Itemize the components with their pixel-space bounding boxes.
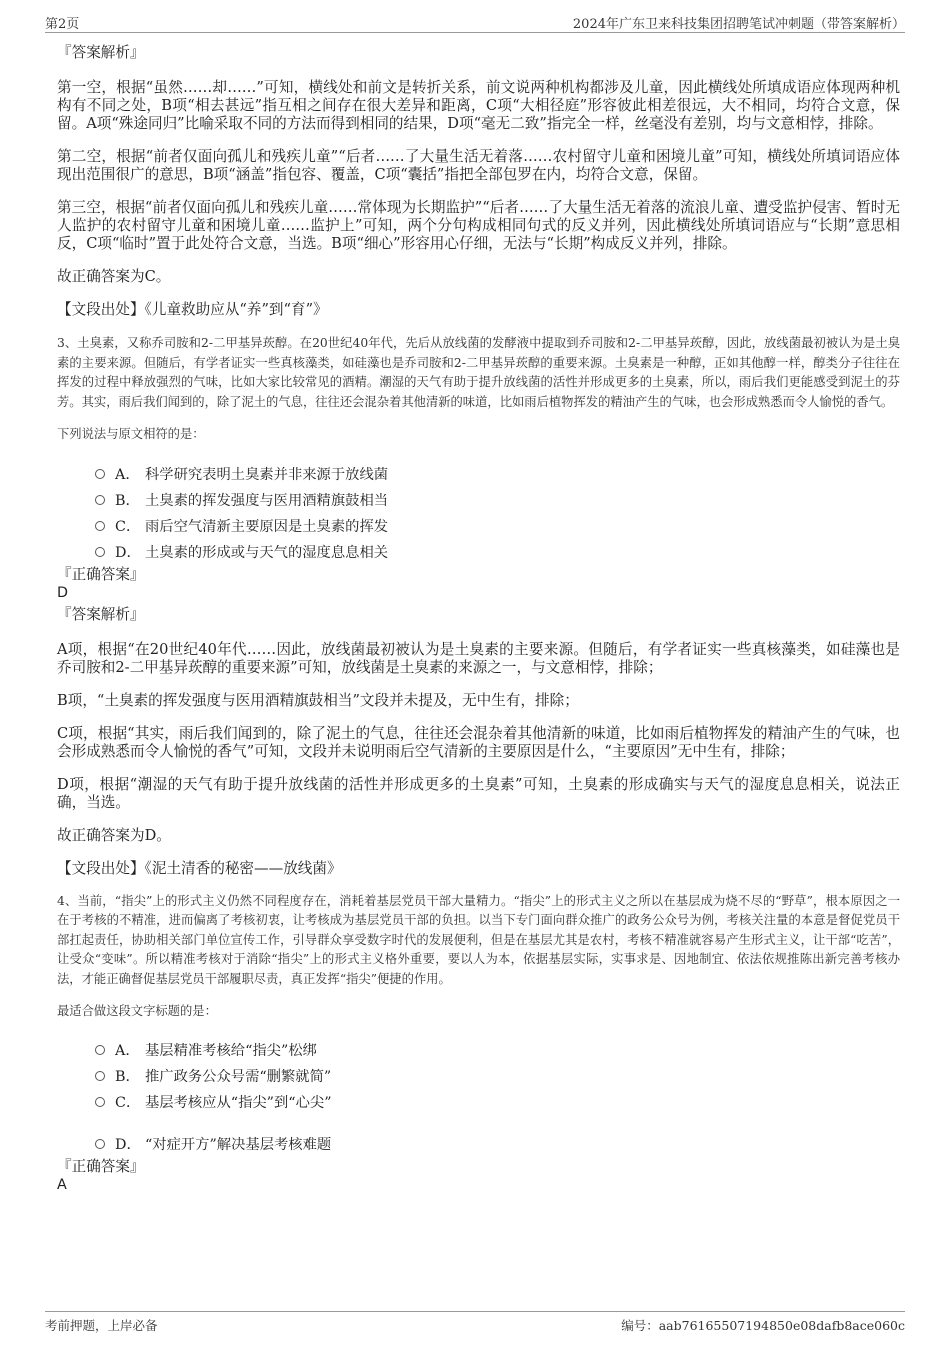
radio-icon[interactable] bbox=[95, 1097, 105, 1107]
analysis-label: 『答案解析』 bbox=[57, 44, 145, 61]
option-a[interactable]: A． 基层精准考核给“指尖”松绑 bbox=[95, 1038, 900, 1064]
radio-icon[interactable] bbox=[95, 521, 105, 531]
radio-icon[interactable] bbox=[95, 495, 105, 505]
question-4-prompt: 最适合做这段文字标题的是： bbox=[57, 1004, 217, 1018]
question-4-text: 4、当前，“指尖”上的形式主义仍然不同程度存在，消耗着基层党员干部大量精力。“指尖”上的形式主义之所以在基层成为烧不尽的“野草”，根本原因之一在于考核的不精准，进而偏离了考核初衷，让考核成为基层党员干部的负担。以当下专门面向群众推广的政务公众号为例，考核关注量的本意是督促党员干部扛起责任，协助相关部门单位宣传工作，引导群众享受数字时代的发展便利，但是在基层尤其是农村，考核不精准就容易产生形式主义，让干部“吃苦”，让受众“变味”。所以精准考核对于消除“指尖”上的形式主义格外重要，要以人为本，依据基层实际，实事求是、因地制宜、依法依规推陈出新完善考核办法，才能正确督促基层党员干部履职尽责，真正发挥“指尖”便捷的作用。 bbox=[57, 893, 900, 986]
option-a[interactable]: A． 科学研究表明土臭素并非来源于放线菌 bbox=[95, 462, 900, 488]
radio-icon[interactable] bbox=[95, 469, 105, 479]
question-3-prompt: 下列说法与原文相符的是： bbox=[57, 427, 205, 441]
analysis-paragraph: B项，“土臭素的挥发强度与医用酒精旗鼓相当”文段并未提及，无中生有，排除； bbox=[57, 691, 579, 709]
option-c[interactable]: C． 雨后空气清新主要原因是土臭素的挥发 bbox=[95, 514, 900, 540]
analysis-paragraph: D项，根据“潮湿的天气有助于提升放线菌的活性并形成更多的土臭素”可知，土臭素的形成确实与天气的湿度息息相关，说法正确，当选。 bbox=[57, 775, 900, 811]
correct-answer-statement: 故正确答案为D。 bbox=[57, 826, 171, 844]
radio-icon[interactable] bbox=[95, 547, 105, 557]
question-3-options bbox=[95, 462, 900, 566]
source-citation: 【文段出处】《儿童救助应从“养”到“育”》 bbox=[57, 301, 328, 318]
document-id: 编号：aab76165507194850e08dafb8ace060c bbox=[621, 1318, 905, 1333]
analysis-paragraph: 第二空，根据“前者仅面向孤儿和残疾儿童”“后者……了大量生活无着落……农村留守儿童和困境儿童”可知，横线处所填词语应体现出范围很广的意思，B项“涵盖”指包容、覆盖，C项“囊括”指把全部包罗在内，均符合文意，保留。 bbox=[57, 148, 900, 183]
page-footer bbox=[45, 1311, 905, 1333]
question-4-options bbox=[95, 1038, 900, 1158]
correct-answer: A bbox=[57, 1176, 67, 1193]
radio-icon[interactable] bbox=[95, 1139, 105, 1149]
footer-slogan: 考前押题，上岸必备 bbox=[45, 1318, 158, 1333]
option-d[interactable]: D． 土臭素的形成或与天气的湿度息息相关 bbox=[95, 540, 900, 566]
option-b[interactable]: B． 土臭素的挥发强度与医用酒精旗鼓相当 bbox=[95, 488, 900, 514]
answer-label: 『正确答案』 bbox=[57, 1157, 145, 1175]
page-content bbox=[57, 44, 900, 1194]
radio-icon[interactable] bbox=[95, 1071, 105, 1081]
document-title: 2024年广东卫来科技集团招聘笔试冲刺题（带答案解析） bbox=[572, 17, 905, 32]
question-3-text: 3、土臭素，又称乔司胺和2-二甲基异莰醇。在20世纪40年代，先后从放线菌的发酵液中提取到乔司胺和2-二甲基异莰醇，因此，放线菌最初被认为是土臭素的主要来源。但随后，有学者证实一些真核藻类，如硅藻也是乔司胺和2-二甲基异莰醇的重要来源。土臭素是一种醇，正如其他醇一样，醇类分子往往在挥发的过程中释放强烈的气味，比如大家比较常见的酒精。潮湿的天气有助于提升放线菌的活性并形成更多的土臭素，所以，雨后我们更能感受到泥土的芬芳。其实，雨后我们闻到的，除了泥土的气息，往往还会混杂着其他清新的味道，比如雨后植物挥发的精油产生的气味，也会形成熟悉而令人愉悦的香气。 bbox=[57, 336, 900, 409]
radio-icon[interactable] bbox=[95, 1045, 105, 1055]
correct-answer-statement: 故正确答案为C。 bbox=[57, 268, 171, 285]
correct-answer: D bbox=[57, 584, 69, 601]
analysis-paragraph: 第一空，根据“虽然……却……”可知，横线处和前文是转折关系，前文说两种机构都涉及儿童，因此横线处所填成语应体现两种机构有不同之处，B项“相去甚远”指互相之间存在很大差异和距离，C项“大相径庭”形容彼此相差很远，大不相同，均符合文意，保留。A项“殊途同归”比喻采取不同的方法而得到相同的结果，D项“毫无二致”指完全一样，丝毫没有差别，均与文意相悖，排除。 bbox=[57, 79, 900, 132]
analysis-label: 『答案解析』 bbox=[57, 605, 145, 623]
answer-label: 『正确答案』 bbox=[57, 565, 145, 583]
option-d[interactable]: D． “对症开方”解决基层考核难题 bbox=[95, 1132, 900, 1158]
page-header bbox=[45, 12, 905, 33]
source-citation: 【文段出处】《泥土清香的秘密——放线菌》 bbox=[57, 859, 342, 877]
analysis-paragraph: C项，根据“其实，雨后我们闻到的，除了泥土的气息，往往还会混杂着其他清新的味道，比如雨后植物挥发的精油产生的气味，也会形成熟悉而令人愉悦的香气”可知，文段并未说明雨后空气清新的主要原因是什么，“主要原因”无中生有，排除； bbox=[57, 724, 900, 760]
option-c[interactable]: C． 基层考核应从“指尖”到“心尖” bbox=[95, 1090, 900, 1116]
page-number: 第2页 bbox=[45, 17, 80, 32]
option-b[interactable]: B． 推广政务公众号需“删繁就简” bbox=[95, 1064, 900, 1090]
analysis-paragraph: 第三空，根据“前者仅面向孤儿和残疾儿童……常体现为长期监护”“后者……了大量生活无着落的流浪儿童、遭受监护侵害、暂时无人监护的农村留守儿童和困境儿童……监护上”可知，两个分句构成相同句式的反义并列，因此横线处所填词语应与“长期”意思相反，C项“临时”置于此处符合文意，当选。B项“细心”形容用心仔细，无法与“长期”构成反义并列，排除。 bbox=[57, 199, 900, 252]
analysis-paragraph: A项，根据“在20世纪40年代……因此，放线菌最初被认为是土臭素的主要来源。但随后，有学者证实一些真核藻类，如硅藻也是乔司胺和2-二甲基异莰醇的重要来源”可知，放线菌是土臭素的来源之一，与文意相悖，排除； bbox=[57, 640, 900, 676]
